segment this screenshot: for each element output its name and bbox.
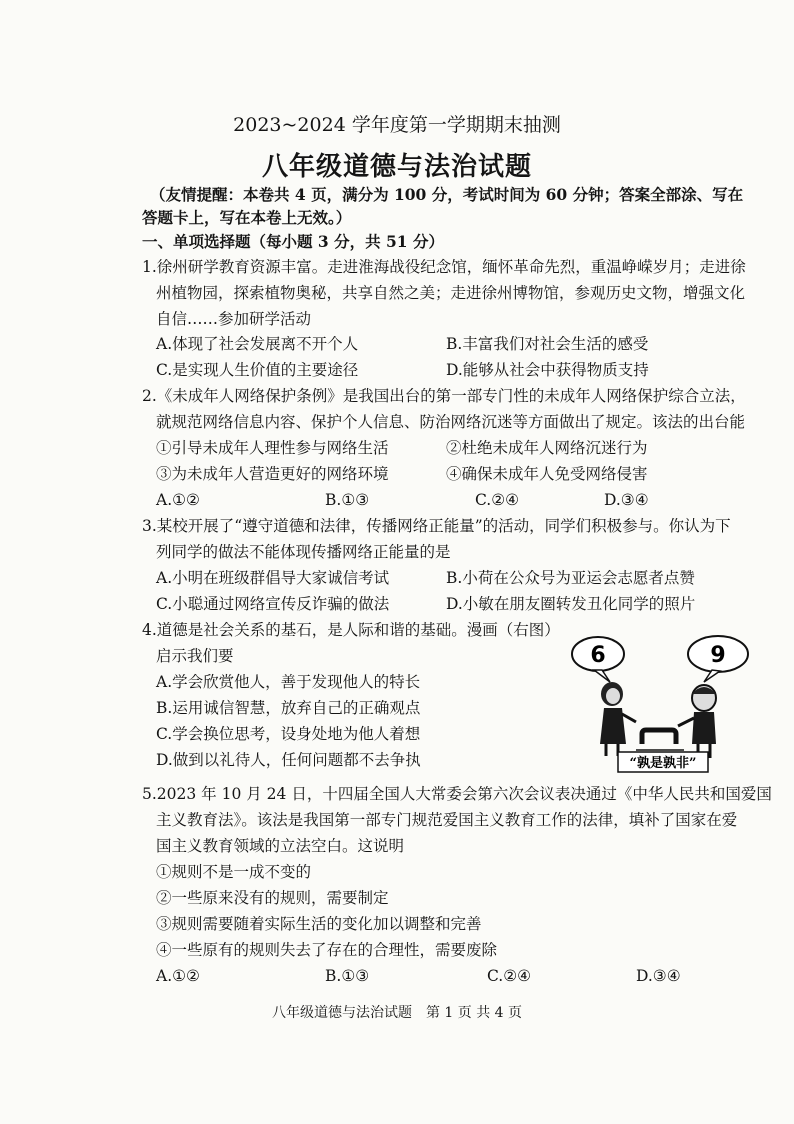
option-b: B.运用诚信智慧，放弃自己的正确观点	[156, 699, 421, 717]
question-text-line: 2.《未成年人网络保护条例》是我国出台的第一部专门性的未成年人网络保护综合立法，	[142, 387, 746, 405]
left-bubble-number: 6	[590, 643, 606, 668]
option-d: D.③④	[636, 967, 681, 985]
left-figure	[600, 682, 636, 756]
question-text-line: 3.某校开展了“遵守道德和法律，传播网络正能量”的活动，同学们积极参与。你认为下	[142, 517, 731, 535]
question-text-line: 列同学的做法不能体现传播网络正能量的是	[156, 543, 451, 561]
option-c: C.②④	[475, 491, 520, 509]
statement-1: ①规则不是一成不变的	[156, 863, 312, 881]
option-d: D.③④	[604, 491, 649, 509]
right-bubble-tail	[704, 670, 720, 682]
cartoon-drawing	[566, 632, 756, 774]
question-text-line: 启示我们要	[156, 647, 234, 665]
option-a: A.①②	[156, 967, 200, 985]
left-bubble-tail	[594, 670, 610, 682]
right-figure	[678, 685, 716, 758]
option-c: C.是实现人生价值的主要途径	[156, 361, 359, 379]
question-text-line: 自信……参加研学活动	[156, 310, 312, 328]
page-footer: 八年级道德与法治试题 第 1 页 共 4 页	[271, 1005, 523, 1021]
question-text-line: 4.道德是社会关系的基石，是人际和谐的基础。漫画（右图）	[142, 621, 560, 639]
option-c: C.学会换位思考，设身处地为他人着想	[156, 725, 421, 743]
statement-1: ①引导未成年人理性参与网络生活	[156, 439, 389, 457]
question-text-line: 5.2023 年 10 月 24 日，十四届全国人大常委会第六次会议表决通过《中华人民共和国爱国	[142, 785, 772, 803]
statement-4: ④一些原有的规则失去了存在的合理性，需要废除	[156, 941, 498, 959]
question-text-line: 1.徐州研学教育资源丰富。走进淮海战役纪念馆，缅怀革命先烈，重温峥嵘岁月；走进徐	[142, 258, 746, 276]
statement-3: ③规则需要随着实际生活的变化加以调整和完善	[156, 915, 482, 933]
option-b: B.①③	[325, 491, 370, 509]
right-bubble-number: 9	[710, 643, 726, 668]
tip-line-1: （友情提醒：本卷共 4 页，满分为 100 分，考试时间为 60 分钟；答案全部涂、写在	[150, 185, 744, 204]
school-year-heading: 2023~2024 学年度第一学期期末抽测	[233, 114, 561, 136]
option-a: A.①②	[156, 491, 200, 509]
option-d: D.能够从社会中获得物质支持	[446, 361, 649, 379]
page-title: 八年级道德与法治试题	[261, 152, 532, 182]
option-c: C.②④	[487, 967, 532, 985]
ground-number-shape	[642, 730, 676, 744]
question-text-line: 国主义教育领域的立法空白。这说明	[156, 837, 405, 855]
question-text-line: 主义教育法》。该法是我国第一部专门规范爱国主义教育工作的法律，填补了国家在爱	[156, 811, 738, 829]
option-b: B.小荷在公众号为亚运会志愿者点赞	[446, 569, 695, 587]
statement-2: ②一些原来没有的规则，需要制定	[156, 889, 389, 907]
option-c: C.小聪通过网络宣传反诈骗的做法	[156, 595, 390, 613]
cartoon-caption: “孰是孰非”	[629, 756, 697, 771]
tip-line-2: 答题卡上，写在本卷上无效。）	[142, 208, 352, 227]
option-b: B.丰富我们对社会生活的感受	[446, 335, 649, 353]
statement-3: ③为未成年人营造更好的网络环境	[156, 465, 389, 483]
option-b: B.①③	[325, 967, 370, 985]
option-a: A.小明在班级群倡导大家诚信考试	[156, 569, 390, 587]
statement-4: ④确保未成年人免受网络侵害	[446, 465, 648, 483]
statement-2: ②杜绝未成年人网络沉迷行为	[446, 439, 648, 457]
option-a: A.学会欣赏他人，善于发现他人的特长	[156, 673, 421, 691]
option-d: D.做到以礼待人，任何问题都不去争执	[156, 751, 421, 769]
option-d: D.小敏在朋友圈转发丑化同学的照片	[446, 595, 696, 613]
section-heading: 一、单项选择题（每小题 3 分，共 51 分）	[142, 232, 444, 251]
option-a: A.体现了社会发展离不开个人	[156, 335, 359, 353]
question-text-line: 就规范网络信息内容、保护个人信息、防治网络沉迷等方面做出了规定。该法的出台能	[156, 413, 746, 431]
cartoon-illustration	[566, 632, 756, 774]
question-text-line: 州植物园，探索植物奥秘，共享自然之美；走进徐州博物馆，参观历史文物，增强文化	[156, 284, 746, 302]
